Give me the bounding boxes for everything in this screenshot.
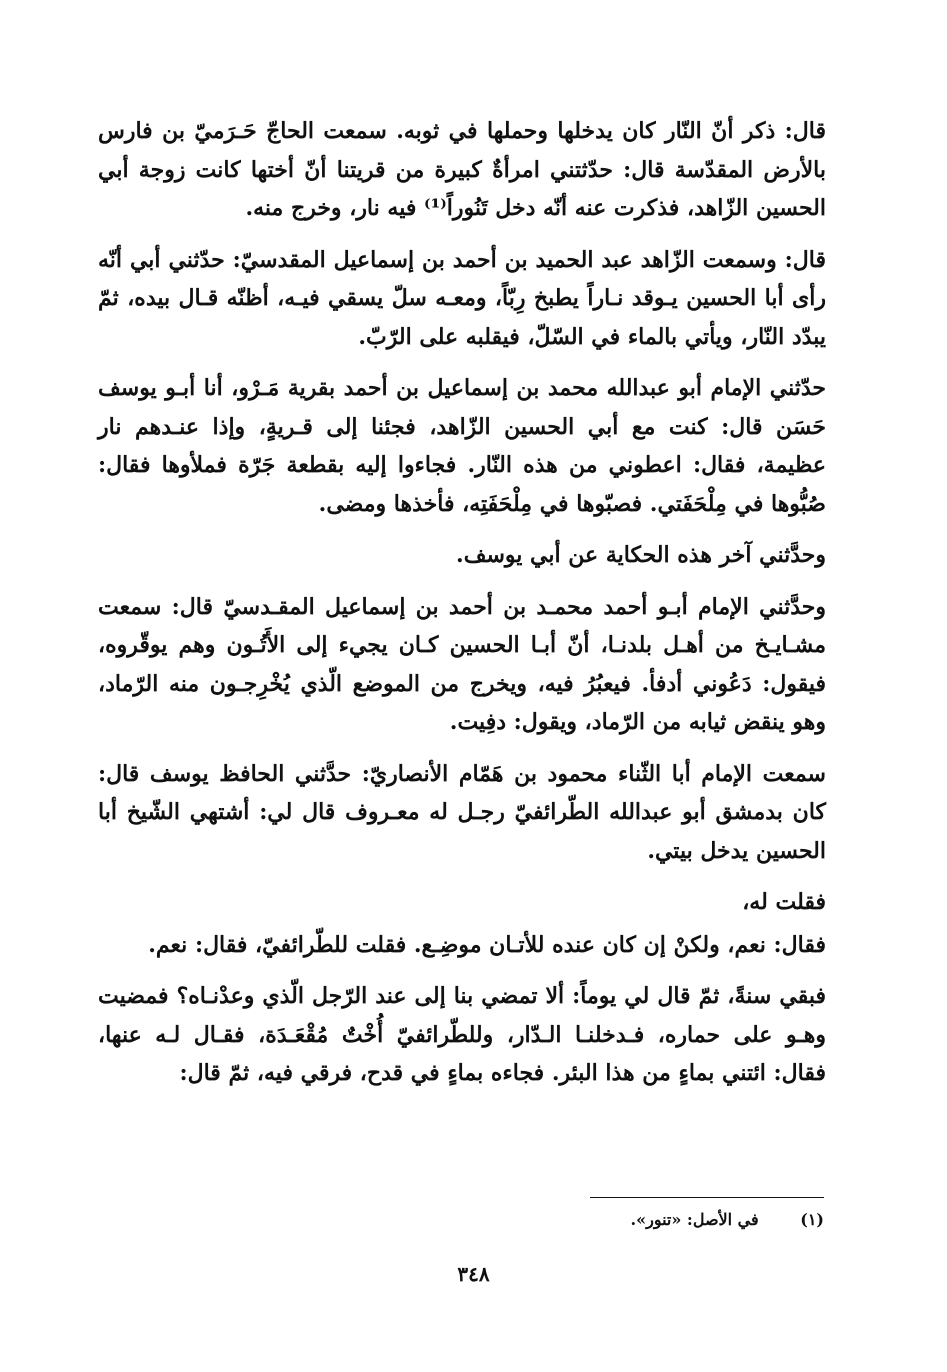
footnote	[560, 1208, 824, 1232]
paragraph-2: قال: وسمعت الزّاهد عبد الحميد بن أحمد بن إسماعيل المقدسيّ: حدّثني أبي أنّه رأى أبا الحسين يـوقد نـاراً يطبخ رِبّاً، ومعـه سلّ يسقي فيـه، أظنّه قـال بيده، ثمّ يبدّد النّار، ويأتي بالماء في السّلّ، فيقلبه على الرّبّ.	[98, 246, 826, 350]
paragraph-5: وحدَّثني الإمام أبـو أحمد محمـد بن أحمد بن إسماعيل المقـدسيّ قال: سمعت مشـايـخ من أهـل بلدنـا، أنّ أبـا الحسين كـان يجيء إلى الأَتُـون وهم يوقّروه، فيقول: دَعُوني أدفأ. فيعبُرُ فيه، ويخرج من الموضع الّذي يُخْرِجـون منه الرّماد، وهو ينقض ثيابه من الرّماد، ويقول: دفِيت.	[98, 593, 827, 735]
footnote-divider	[590, 1197, 824, 1198]
paragraph-7: فقلت له،	[742, 889, 826, 915]
paragraph-4: وحدَّثني آخر هذه الحكاية عن أبي يوسف.	[456, 542, 826, 568]
footnote-mark: (١)	[800, 1210, 824, 1229]
page-number: ٣٤٨	[457, 1262, 490, 1286]
paragraph-1: قال: ذكر أنّ النّار كان يدخلها وحملها في ثوبه. سمعت الحاجّ حَـرَميّ بن فارس بالأرض المقدّسة قال: حدّثتني امرأةٌ كبيرة من قريتنا أنّ أختها كانت زوجة أبي الحسين الزّاهد، فذكرت عنه أنّه دخل تَنُوراً⁽¹⁾ فيه نار، وخرج منه.	[98, 118, 826, 221]
paragraph-6: سمعت الإمام أبا الثّناء محمود بن هَمّام الأنصاريّ: حدَّثني الحافظ يوسف قال: كان بدمشق أبو عبدالله الطّرائفيّ رجـل له معـروف قال لي: أشتهي الشّيخ أبا الحسين يدخل بيتي.	[98, 760, 826, 864]
footnote-text: في الأصل: «تنور».	[630, 1210, 759, 1229]
paragraph-9: فبقي سنةً، ثمّ قال لي يوماً: ألا تمضي بنا إلى عند الرّجل الّذي وعدْنـاه؟ فمضيت وهـو على حماره، فـدخلنـا الـدّار، وللطّرائفيّ أُخْتٌ مُقْعَـدَة، فقـال لـه عنها، فقال: ائتني بماءٍ من هذا البئر. فجاءه بماءٍ في قدح، فرقي فيه، ثمّ قال:	[98, 983, 826, 1086]
paragraph-3: حدّثني الإمام أبو عبدالله محمد بن إسماعيل بن أحمد بقرية مَـرْو، أنا أبـو يوسف حَسَن قال: كنت مع أبي الحسين الزّاهد، فجئنا إلى قـريةٍ، وإذا عنـدهم نار عظيمة، فقال: اعطوني من هذه النّار. فجاءوا إليه بقطعة جَرّة فملأوها فقال: صُبُّوها في مِلْحَفَتي. فصبّوها في مِلْحَفَتِه، فأخذها ومضى.	[98, 375, 826, 517]
paragraph-8: فقال: نعم، ولكنْ إن كان عنده للأتـان موضِـع. فقلت للطّرائفيّ، فقال: نعم.	[148, 931, 826, 958]
main-text	[98, 112, 826, 1106]
